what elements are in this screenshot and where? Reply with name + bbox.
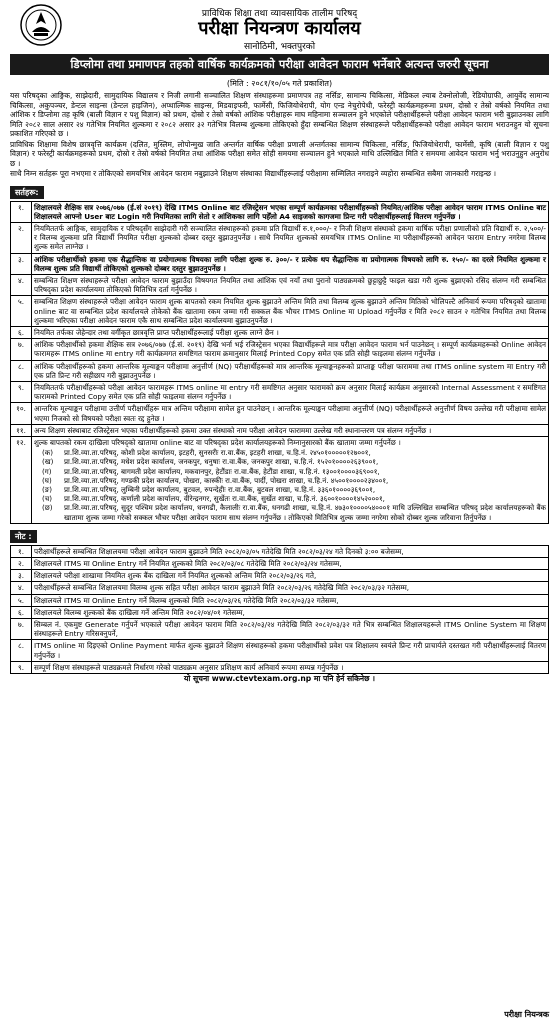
conditions-row	[11, 360, 549, 381]
bank-account-key: (च)	[42, 494, 53, 504]
conditions-row	[11, 339, 549, 360]
conditions-number: ८.	[11, 360, 32, 381]
conditions-number: ११.	[11, 424, 32, 436]
notes-number: ४.	[11, 582, 32, 594]
notes-text: परीक्षार्थीहरूले सम्बन्धित शिक्षालयमा परीक्षा आवेदन फाराम बुझाउने मिति २०८२/०३/०५ गतेदेखि मिति २०८२/०३/२४ गते दिनको ३:०० बजेसम्म,	[34, 546, 404, 556]
notes-row	[11, 582, 549, 594]
notes-text: सम्पूर्ण शिक्षण संस्थाहरूले पाठ्यक्रमले निर्धारण गरेको पाठ्यक्रम अनुसार प्रशिक्षण कार्य अनिवार्य रूपमा सम्पन्न गर्नुपर्नेछ ।	[34, 662, 344, 672]
notes-cell	[32, 582, 549, 594]
notes-row	[11, 558, 549, 570]
conditions-row	[11, 296, 549, 327]
conditions-cell	[32, 360, 549, 381]
notes-text: शिक्षालयले परीक्षा शाखामा नियमित शुल्क बैंक दाखिला गर्ने नियमित शुल्कको अन्तिम मिति २०८२/०३/२६ गते,	[34, 571, 317, 581]
bank-account-item	[42, 448, 546, 457]
notes-cell	[32, 640, 549, 661]
conditions-number: १२.	[11, 436, 32, 523]
office-name: परीक्षा नियन्त्रण कार्यालय	[198, 18, 361, 39]
bank-account-key: (क)	[42, 448, 53, 458]
intro-paragraph-3: साथै निम्न सर्तहरू पूरा नभएमा र तोकिएको समयभित्र आवेदन फाराम नबुझाउने शिक्षण संस्थाका विद्यार्थीहरूलाई परीक्षामा सम्मिलित नगराइने व्यहोरा सम्बन्धित सबैमा जानकारी गराइन्छ ।	[10, 169, 497, 178]
conditions-number: ७.	[11, 339, 32, 360]
conditions-text: अन्य शिक्षण संस्थाबाट रजिस्ट्रेसन भएका परीक्षार्थीहरूको हकमा उक्त संस्थाको नाम परीक्षा आवेदन फाराममा उल्लेख गरी स्थानान्तरण पत्र संलग्न गर्नुपर्नेछ ।	[34, 425, 432, 435]
bank-account-key: (ग)	[42, 466, 52, 476]
notes-number: ९.	[11, 661, 32, 673]
conditions-text: आंशिक परीक्षार्थीको हकमा शैक्षिक सत्र २०७६/०७७ (ई.सं. २०१९) देखि भर्ना भई रजिस्ट्रेसन भएका विद्यार्थीहरूले मात्र परीक्षा आवेदन फाराम भर्न पाउनेछन् । सम्पूर्ण कार्यक्रमहरूको Online आवेदन फारामहरू ITMS online मा entry गरी कार्यक्रमगत समष्टिगत फाराम क्रमानुसार मिलाई Printed Copy समेत एक प्रति सोही फाइलमा संलग्न गर्नुपर्नेछ ।	[34, 340, 546, 359]
conditions-row	[11, 436, 549, 523]
conditions-text: आंशिक परीक्षार्थीको हकमा एक सैद्धान्तिक वा प्रयोगात्मक विषयका लागि परीक्षा शुल्क रु. ३००/- र प्रत्येक थप सैद्धान्तिक वा प्रयोगात्मक विषयको लागि रु. १५०/- का दरले नियमित शुल्कमा र विलम्ब शुल्क प्रति विद्यार्थी तोकिएको शुल्कको दोब्बर दस्तुर बुझाउनुपर्नेछ ।	[34, 254, 546, 273]
bank-account-key: (छ)	[42, 503, 53, 513]
bank-account-item	[42, 485, 546, 494]
intro-paragraph-2: प्राविधिक शिक्षामा विशेष छात्रवृत्ति कार्यक्रम (दलित, मुस्लिम, लोपोन्मुख जाति अन्तर्गत वार्षिक परीक्षा प्रणाली अन्तर्गतका सामान्य चिकित्सा, नर्सिङ, फिजियोथेरापी, फार्मेसी, कृषि (बाली विज्ञान र पशु विज्ञान) र फरेस्ट्री कार्यक्रमहरूको प्रथम, दोस्रो र तेस्रो वर्षको नियमित तथा आंशिक परीक्षा समेत सोही समयमा सञ्चालन हुने भएकाले माथि उल्लिखित मिति र समयमा आवेदन फाराम भर्नु भराउनुहुन अनुरोध छ ।	[10, 139, 549, 168]
conditions-cell	[32, 274, 549, 295]
conditions-heading: सर्तहरू:	[10, 186, 44, 199]
conditions-number: ६.	[11, 326, 32, 338]
notes-row	[11, 661, 549, 673]
conditions-table	[10, 201, 549, 524]
notes-row	[11, 640, 549, 661]
notes-cell	[32, 570, 549, 582]
notice-title: डिप्लोमा तथा प्रमाणपत्र तहको वार्षिक कार्यक्रमको परीक्षा आवेदन फाराम भर्नेबारे अत्यन्त जरुरी सूचना	[10, 54, 549, 75]
conditions-text: नियमिततर्फ परीक्षार्थीहरूको परीक्षा आवेदन फारामहरू ITMS online मा entry गरी समष्टिगत अनुसार फारामको क्रम अनुसार मिलाई कार्यक्रम अनुसारको Internal Assessment र समष्टिगत फारामको Printed Copy समेत एक प्रति सोही फाइलमा संलग्न गर्नुपर्नेछ ।	[34, 382, 546, 402]
notes-heading: नोट :	[10, 530, 37, 543]
notes-cell	[32, 619, 549, 640]
notes-row	[11, 619, 549, 640]
conditions-number: ४.	[11, 274, 32, 295]
notes-text: शिक्षालयले ITMS मा Online Entry गर्ने नियमित शुल्कको मिति २०८२/०३/०८ गतेदेखि मिति २०८२/०३/२४ गतेसम्म,	[34, 559, 342, 568]
conditions-cell	[32, 436, 549, 523]
conditions-text: सम्बन्धित शिक्षण संस्थाहरूले परीक्षा आवेदन फाराम बुझाउँदा विषयगत नियमित तथा आंशिक एवं नयाँ तथा पुरानो पाठ्यक्रमको छुट्टाछुट्टै फाइल खडा गरी शुल्क बुझाएको रसिद संलग्न गरी सम्बन्धित परिषद्का प्रदेश कार्यालयमा तोकिएको मितिभित्र दर्ता गर्नुपर्नेछ ।	[34, 275, 546, 295]
conditions-text: आन्तरिक मूल्याङ्कन परीक्षामा उत्तीर्ण परीक्षार्थीहरू मात्र अन्तिम परीक्षामा सामेल हुन पाउनेछन् । आन्तरिक मूल्याङ्कन परीक्षामा अनुत्तीर्ण (NQ) परीक्षार्थीहरूले अनुत्तीर्ण विषय उल्लेख गरी परीक्षामा सामेल भएमा निजको सो विषयको परीक्षा स्वतः रद्द हुनेछ ।	[34, 404, 546, 423]
header	[10, 0, 549, 52]
notes-number: २.	[11, 558, 32, 570]
conditions-text: नियमित तर्फका जेहेन्दार तथा वर्गीकृत छात्रवृत्ति प्राप्त परीक्षार्थीहरूलाई परीक्षा शुल्क लाग्ने छैन ।	[34, 327, 279, 337]
conditions-row	[11, 201, 549, 222]
intro-paragraph-1: यस परिषद्का आङ्गिक, साझेदारी, सामुदायिक विद्यालय र निजी लगानी सञ्चालित शिक्षण संस्थाहरूमा प्रमाणपत्र तह नर्सिङ, सामान्य चिकित्सा, मेडिकल ल्याब टेक्नोलोजी, रेडियोग्राफी, आयुर्वेद सामान्य चिकित्सा, अकुपञ्चर, डेन्टल साइन्स (डेन्टल हाइजिन), अप्थाल्मिक साइन्स, मिडवाइफरी, फार्मेसी, फिजियोथेरापी, योग एन्ड नेचुरोपेथी, फरेस्ट्री कार्यक्रमहरूमा प्रथम, दोस्रो र तेस्रो वर्षको नियमित तथा आंशिक र डिप्लोमा तह कृषि (बाली विज्ञान र पशु विज्ञान) को प्रथम, दोस्रो र तेस्रो वर्षको आंशिक परीक्षाहरू माघ महिनामा सञ्चालन हुने भएकोले परीक्षार्थीहरूले परीक्षा आवेदन फाराम भरी बुझाउनका लागि मिति २०८२ साल असार २४ गतेभित्र नियमित शुल्कमा र २०८२ असार ३२ गतेभित्र विलम्ब शुल्कमा तोकिएको हुँदा सम्बन्धित शिक्षण संस्थाहरूले परीक्षार्थीहरूको परीक्षा आवेदन फाराम भराउनहुन यो सूचना प्रकाशित गरिएको छ ।	[10, 91, 549, 138]
conditions-text: शिक्षालयले शैक्षिक सत्र २०७६/०७७ (ई.सं २०१९) देखि ITMS Online बाट रजिस्ट्रेसन भएका सम्पूर्ण कार्यक्रमका परीक्षार्थीहरूको नियमित/आंशिक परीक्षा आवेदन फाराम ITMS Online बाट शिक्षालयले आफ्नो User बाट Login गरी नियमितका लागि सेतो र आंशिकका लागि पहेँलो A4 साइजको कागजमा प्रिन्ट गरी परीक्षार्थीहरूलाई वितरण गर्नुपर्नेछ ।	[34, 202, 546, 221]
conditions-cell	[32, 253, 549, 274]
bank-account-item	[42, 476, 546, 485]
notes-row	[11, 594, 549, 606]
conditions-row	[11, 403, 549, 424]
conditions-row	[11, 222, 549, 253]
bank-account-detail: प्रा.शि.व्या.ता.परिषद्, कर्णाली प्रदेश कार्यालय, वीरेन्द्रनगर, सुर्खेतः रा.वा.बैंक, सुर्खेत शाखा, च.हि.नं. ३६००१००००१४५२०००१,	[64, 494, 385, 504]
notes-text: सिम्बल नं. एकमुष्ट Generate गर्नुपर्ने भएकाले परीक्षा आवेदन फाराम मिति २०८२/०३/२४ गतेदेखि मिति २०८२/०३/३२ गते भित्र सम्बन्धित शिक्षालयहरूले ITMS Online System मा शिक्षण संस्थाहरूले Entry गरिसक्नुपर्ने,	[34, 620, 546, 639]
conditions-row	[11, 253, 549, 274]
bank-account-item	[42, 494, 546, 503]
conditions-cell	[32, 201, 549, 222]
notes-cell	[32, 661, 549, 673]
conditions-text: शुल्क बापतको रकम दाखिला परिषद्को खातामा online बाट वा परिषद्का प्रदेश कार्यालयहरूको निम्नानुसारको बैंक खातामा जम्मा गर्नुपर्नेछ ।	[34, 437, 401, 447]
notes-text: शिक्षालयले ITMS मा Online Entry गर्ने विलम्ब शुल्कको मिति २०८२/०३/२६ गतेदेखि मिति २०८२/०३/३२ गतेसम्म,	[34, 595, 339, 605]
office-location: सानोठिमी, भक्तपुरको	[243, 42, 316, 52]
bank-account-detail: प्रा.शि.व्या.ता.परिषद्, सुदूर पश्चिम प्रदेश कार्यालय, धनगढी, कैलालीः रा.वा.बैंक, धनगढी शाखा, च.हि.नं. ४७३०१००००५४०००१ माथि उल्लिखित सम्बन्धित परिषद् प्रदेश कार्यालयहरूको बैंक खातामा शुल्क जम्मा गरेको सक्कल भौचर परीक्षा आवेदन फाराम साथ संलग्न गर्नुपर्नेछ । तोकिएको मितिभित्र शुल्क जम्मा नगरेमा सोको दोब्बर शुल्क जरिवाना तिर्नुपर्नेछ ।	[64, 503, 546, 522]
conditions-cell	[32, 424, 549, 436]
bank-account-detail: प्रा.शि.व्या.ता.परिषद्, बागमती प्रदेश कार्यालय, मकवानपुर, हेटौंडाः रा.वा.बैंक, हेटौंडा शाखा, च.हि.नं. १३००१००००३६९००१,	[64, 466, 380, 476]
bank-account-detail: प्रा.शि.व्या.ता.परिषद्, लुम्बिनी प्रदेश कार्यालय, बुटवल, रुपन्देहीः रा.वा.बैंक, बुटवल शाखा, च.हि.नं. ३३६०१००००३६९००१,	[64, 484, 376, 494]
conditions-cell	[32, 222, 549, 253]
notes-text: शिक्षालयले विलम्ब शुल्कको बैंक दाखिला गर्ने अन्तिम मिति २०८२/०४/०१ गतेसम्म,	[34, 607, 245, 617]
conditions-cell	[32, 403, 549, 424]
bank-account-detail: प्रा.शि.व्या.ता.परिषद्, कोशी प्रदेश कार्यालय, इटहरी, सुनसरीः रा.वा.बैंक, इटहरी शाखा, च.हि.नं. २४५०१०००००१२७००१,	[64, 448, 371, 458]
signature: परीक्षा नियन्त्रक	[504, 1010, 549, 1019]
notes-number: ५.	[11, 594, 32, 606]
conditions-row	[11, 381, 549, 402]
notes-number: ७.	[11, 619, 32, 640]
bank-accounts-list	[42, 448, 546, 522]
bank-account-key: (ख)	[42, 457, 54, 467]
notes-cell	[32, 545, 549, 557]
conditions-number: ९.	[11, 381, 32, 402]
notes-row	[11, 545, 549, 557]
notes-cell	[32, 558, 549, 570]
bank-account-item	[42, 467, 546, 476]
council-name: प्राविधिक शिक्षा तथा व्यावसायिक तालीम परिषद्	[201, 9, 358, 19]
website-note: यो सूचना www.ctevtexam.org.np मा पनि हेर्न सकिनेछ ।	[183, 674, 375, 684]
conditions-row	[11, 274, 549, 295]
bank-account-key: (ङ)	[42, 484, 53, 494]
notes-cell	[32, 606, 549, 618]
bank-account-key: (घ)	[42, 475, 52, 485]
conditions-number: २.	[11, 222, 32, 253]
notes-text: ITMS online मा दिइएको Online Payment मार्फत शुल्क बुझाउने शिक्षण संस्थाहरूको हकमा परीक्षार्थीको प्रवेश पत्र शिक्षालय स्वयंले प्रिन्ट गरी प्राचार्यले दस्तखत गरी परीक्षार्थीहरूलाई वितरण गर्नुपर्नेछ ।	[34, 641, 546, 660]
conditions-cell	[32, 296, 549, 327]
conditions-number: १.	[11, 201, 32, 222]
bank-account-detail: प्रा.शि.व्या.ता.परिषद्, मधेश प्रदेश कार्यालय, जनकपुर, धनुषाः रा.वा.बैंक, जनकपुर शाखा, च.हि.नं. १५२०१००००२६३९००१,	[64, 457, 379, 467]
conditions-text: सम्बन्धित शिक्षण संस्थाहरूले परीक्षा आवेदन फाराम शुल्क बापतको रकम नियमित शुल्क बुझाउने अन्तिम मिति तथा विलम्ब शुल्क बुझाउने अन्तिम मितिको भोलिपल्टै अनिवार्य रूपमा परिषद्को खातामा online बाट वा सम्बन्धित प्रदेश कार्यालयले तोकेको बैंक खातामा रकम जम्मा गरी सक्कल बैंक भौचर ITMS Online मा Upload गर्नुपर्नेछ र मिति २०८२ साउन २ गतेभित्र नियमित तथा विलम्ब शुल्कमा भरिएका परीक्षा आवेदन फाराम एकै साथ सम्बन्धित प्रदेश कार्यालयमा बुझाउनुपर्नेछ ।	[34, 297, 546, 325]
notes-number: १.	[11, 545, 32, 557]
notes-table	[10, 545, 549, 674]
conditions-text: नियमिततर्फ आङ्गिक, सामुदायिक र परिषद्सँग साझेदारी गरी सञ्चालित संस्थाहरूको हकमा प्रति विद्यार्थी रु.१,०००/- र निजी शिक्षण संस्थाको हकमा वार्षिक परीक्षा प्रणालीको प्रति विद्यार्थी रु. २,५००/- र विलम्ब शुल्कमा प्रति विद्यार्थी नियमित परीक्षा शुल्कको दोब्बर दस्तुर बुझाउनुपर्नेछ । साथै नियमित शुल्कको समयभित्र ITMS Online मा परीक्षार्थीहरूको आवेदन फाराम Entry नगरेमा विलम्ब शुल्क समेत लाग्नेछ ।	[34, 223, 546, 252]
conditions-number: ३.	[11, 253, 32, 274]
bank-account-detail: प्रा.शि.व्या.ता.परिषद्, गण्डकी प्रदेश कार्यालय, पोखरा, कास्कीः रा.वा.बैंक, पार्दी, पोखरा शाखा, च.हि.नं. ४५००१००००२३४००१,	[64, 475, 389, 485]
conditions-cell	[32, 381, 549, 402]
notes-number: ३.	[11, 570, 32, 582]
conditions-row	[11, 326, 549, 338]
publish-date: (मिति : २०८१/१०/०५ गते प्रकाशित)	[226, 79, 333, 88]
conditions-cell	[32, 339, 549, 360]
conditions-text: आंशिक परीक्षार्थीहरूको हकमा आन्तरिक मूल्याङ्कन परीक्षामा अनुत्तीर्ण (NQ) परीक्षार्थीहरूको मात्र आन्तरिक मूल्याङ्कनहरूको प्राप्ताङ्क परीक्षा फाराममा तथा ITMS online system मा Entry गरी एक प्रति प्रिन्ट गरी सहीछाप गरी बुझाउनुपर्नेछ ।	[34, 361, 546, 380]
notes-row	[11, 606, 549, 618]
conditions-cell	[32, 326, 549, 338]
notes-cell	[32, 594, 549, 606]
conditions-number: १०.	[11, 403, 32, 424]
notes-text: परीक्षार्थीहरूले सम्बन्धित शिक्षालयमा विलम्ब शुल्क सहित परीक्षा आवेदन फाराम बुझाउने मिति २०८२/०३/२६ गतेदेखि मिति २०८२/०३/३२ गतेसम्म,	[34, 583, 410, 593]
notes-number: ६.	[11, 606, 32, 618]
notes-number: ८.	[11, 640, 32, 661]
conditions-number: ५.	[11, 296, 32, 327]
ctevt-logo-icon	[20, 4, 62, 46]
bank-account-item	[42, 457, 546, 466]
bank-account-item	[42, 503, 546, 521]
conditions-row	[11, 424, 549, 436]
notes-row	[11, 570, 549, 582]
